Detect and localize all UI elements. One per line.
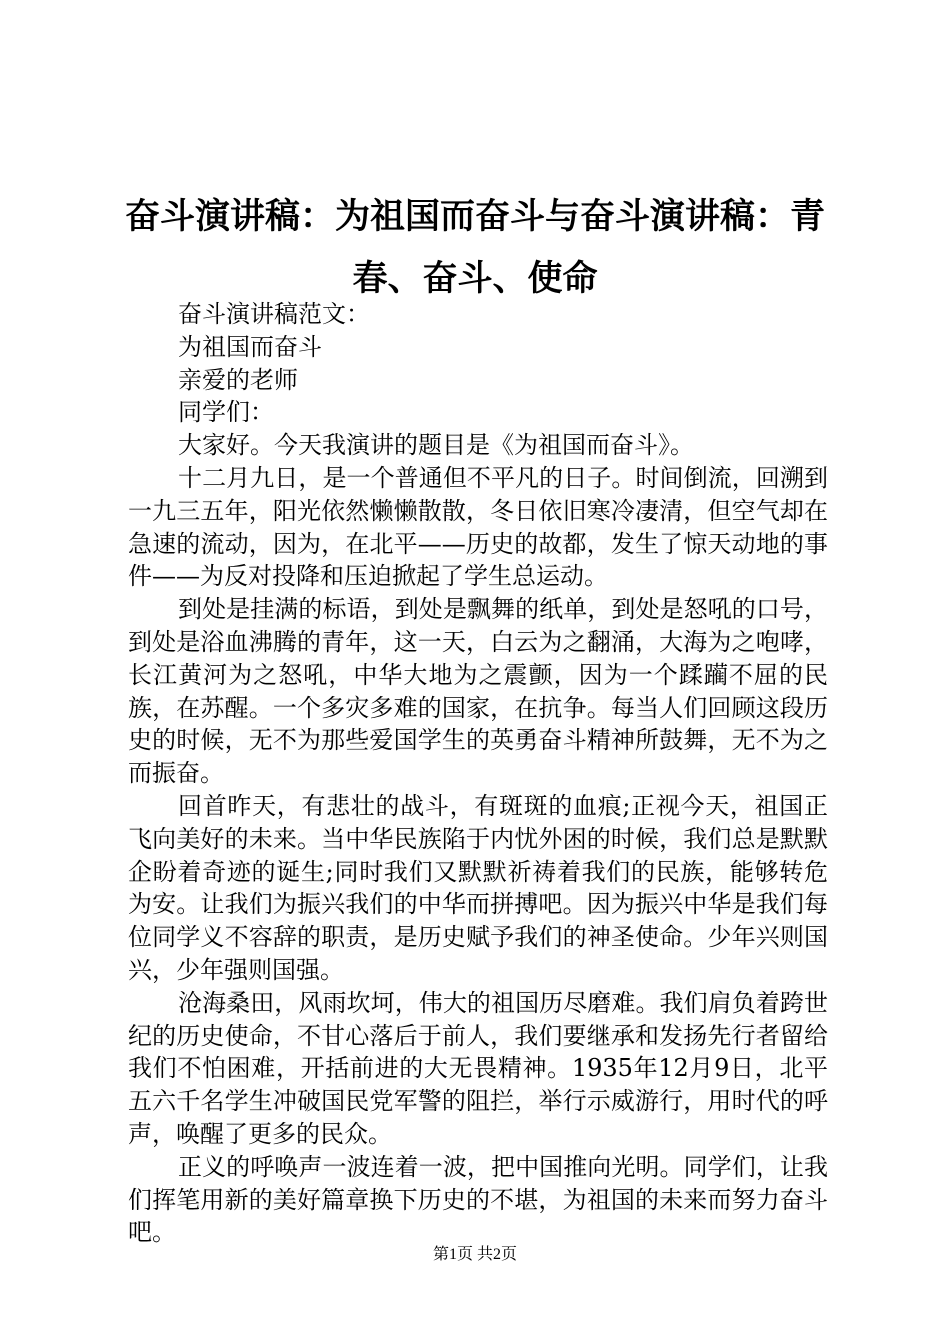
document-title: 奋斗演讲稿：为祖国而奋斗与奋斗演讲稿：青春、奋斗、使命	[124, 197, 825, 299]
paragraph: 到处是挂满的标语，到处是飘舞的纸单，到处是怒吼的口号，到处是浴血沸腾的青年，这一天，白云为之翻涌，大海为之咆哮，长江黄河为之怒吼，中华大地为之震颤，因为一个蹂躏不屈的民族，在苏醒。一个多灾多难的国家，在抗争。每当人们回顾这段历史的时候，无不为那些爱国学生的英勇奋斗精神所鼓舞，无不为之而振奋。	[128, 595, 828, 788]
text-line: 奋斗演讲稿范文：	[178, 300, 370, 328]
paragraph: 沧海桑田，风雨坎坷，伟大的祖国历尽磨难。我们肩负着跨世纪的历史使命，不甘心落后于前人，我们要继承和发扬先行者留给我们不怕困难，开括前进的大无畏精神。1935年12月9日，北平五六千名学生冲破国民党军警的阻拦，举行示威游行，用时代的呼声，唤醒了更多的民众。	[128, 988, 828, 1148]
paragraph: 回首昨天，有悲壮的战斗，有斑斑的血痕;正视今天，祖国正飞向美好的未来。当中华民族陷于内忧外困的时候，我们总是默默企盼着奇迹的诞生;同时我们又默默祈祷着我们的民族，能够转危为安。让我们为振兴我们的中华而拼搏吧。因为振兴中华是我们每位同学义不容辞的职责，是历史赋予我们的神圣使命。少年兴则国兴，少年强则国强。	[128, 791, 828, 984]
paragraph: 正义的呼唤声一波连着一波，把中国推向光明。同学们，让我们挥笔用新的美好篇章换下历史的不堪，为祖国的未来而努力奋斗吧。	[128, 1152, 828, 1247]
page-footer: 第1页 共2页	[432, 1246, 517, 1263]
text-line: 亲爱的老师	[178, 365, 298, 394]
text-line: 大家好。今天我演讲的题目是《为祖国而奋斗》。	[178, 431, 694, 460]
text-line: 为祖国而奋斗	[178, 332, 322, 361]
text-line: 同学们：	[178, 398, 274, 427]
document-body	[128, 298, 828, 1249]
paragraph: 十二月九日，是一个普通但不平凡的日子。时间倒流，回溯到一九三五年，阳光依然懒懒散散，冬日依旧寒冷凄清，但空气却在急速的流动，因为，在北平——历史的故都，发生了惊天动地的事件——为反对投降和压迫掀起了学生总运动。	[128, 463, 828, 591]
